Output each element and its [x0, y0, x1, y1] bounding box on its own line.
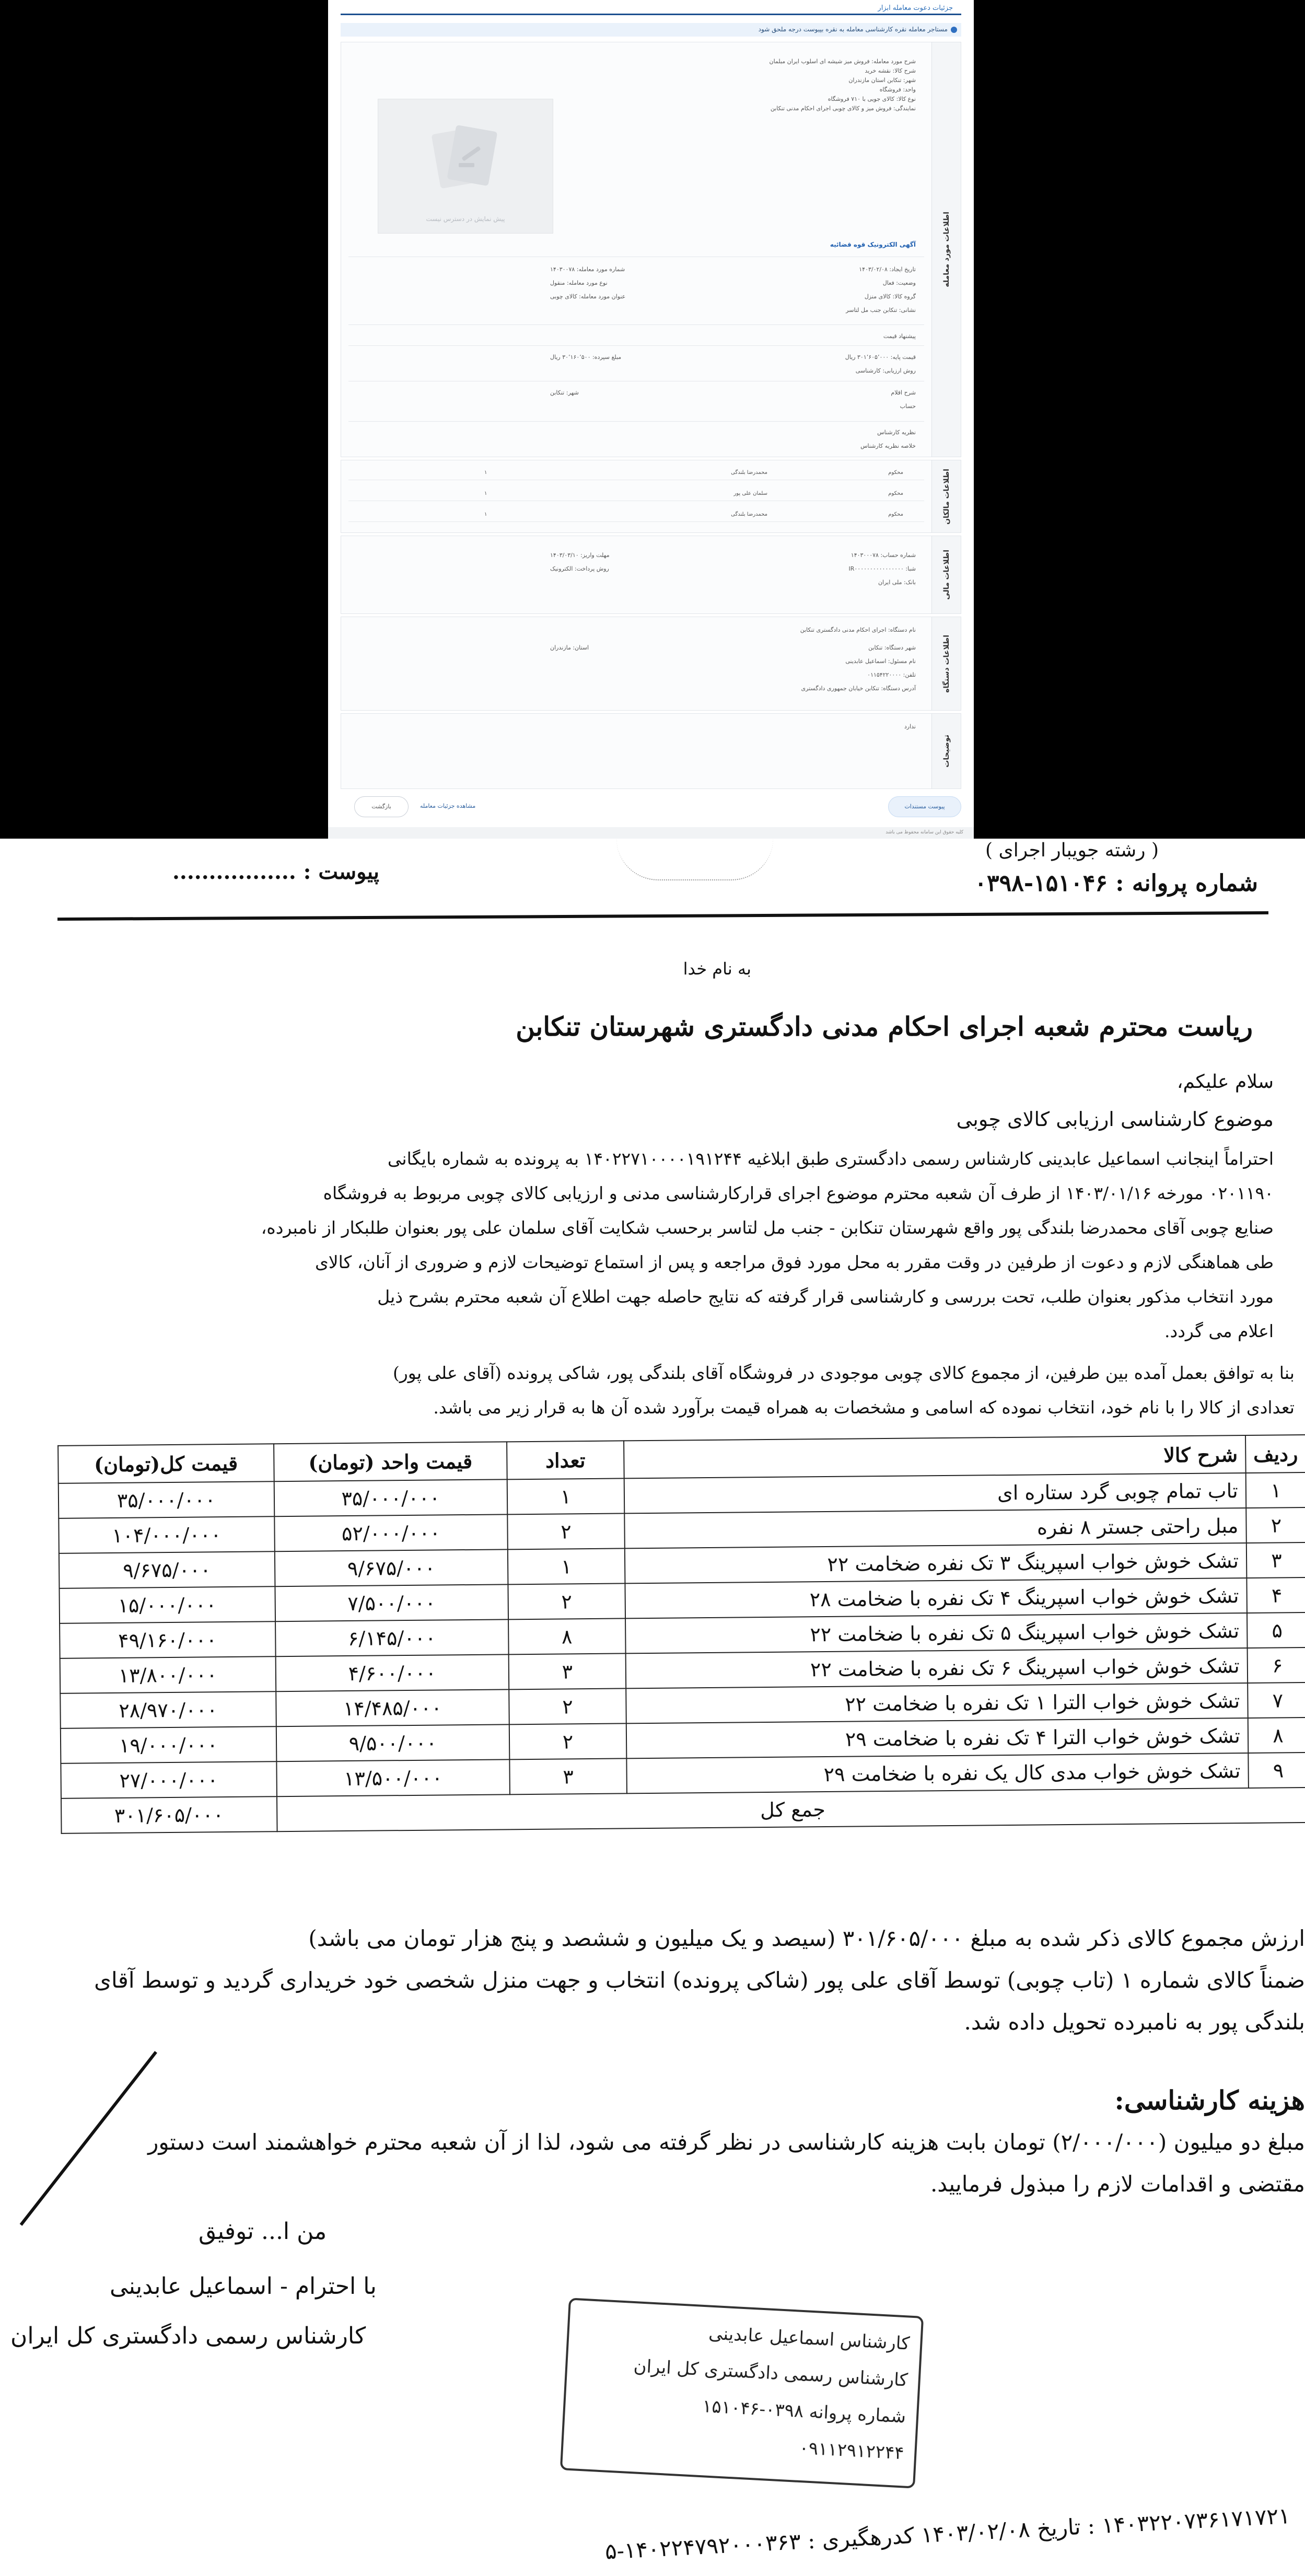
- device-line: آدرس دستگاه: تنکابن خیابان جمهوری دادگستری: [801, 685, 916, 692]
- section-tab-notes[interactable]: توضیحات: [931, 714, 961, 788]
- screenshot-area: [0, 0, 1305, 839]
- detail-line: شهر: تنکابن: [550, 389, 579, 396]
- fin-line: بانک: ملی ایران: [878, 579, 916, 586]
- handwritten-signature: [20, 2051, 157, 2226]
- info-notice: [341, 23, 961, 37]
- agreement-line: تعدادی از کالا را با نام خود، انتخاب نموده که اسامی و مشخصات به همراه قیمت برآورد شده آن ها به قرار زیر می باشد.: [433, 1397, 1295, 1418]
- col-desc: شرح کالا: [624, 1435, 1246, 1478]
- attachment-button[interactable]: پیوست مستندات: [888, 796, 961, 817]
- fee-title: هزینه کارشناسی:: [1114, 2085, 1305, 2116]
- subject-line: موضوع کارشناسی ارزیابی کالای چوبی: [956, 1108, 1274, 1131]
- device-line: شهر دستگاه: تنکابن: [868, 644, 916, 651]
- fee-line: مبلغ دو میلیون (۲/۰۰۰/۰۰۰) تومان بابت هزینه کارشناسی در نظر گرفته می شود، لذا از آن شعبه محترم خواهشمند است دستور: [148, 2129, 1305, 2155]
- table-row: ۶ تشک خوش خواب اسپرینگ ۶ تک نفره با ضخامت ۲۲ ۳ ۴/۶۰۰/۰۰۰ ۱۳/۸۰۰/۰۰۰: [60, 1647, 1305, 1693]
- intro-line: احتراماً اینجانب اسماعیل عابدینی کارشناس رسمی دادگستری طبق ابلاغیه ۱۴۰۲۲۷۱۰۰۰۰۱۹۱۲۴۴ به پرونده به شماره بایگانی: [387, 1148, 1274, 1169]
- signature-title: کارشناس رسمی دادگستری کل ایران: [10, 2323, 366, 2349]
- section-notes: [341, 713, 961, 789]
- section-tab-deal-info[interactable]: اطلاعات مورد معامله: [931, 42, 961, 457]
- greeting: سلام علیکم،: [1176, 1071, 1274, 1093]
- info-icon: [951, 27, 957, 33]
- info-line: شرح کالا: نقشه خرید: [865, 67, 916, 74]
- notice-text: مستاجر معامله نقره کارشناسی معامله به نقره بپیوست درجه ملحق شود: [758, 26, 948, 33]
- license-number: شماره پروانه : ۱۵۱۰۴۶-۰۳۹۸: [974, 870, 1258, 897]
- official-stamp: کارشناس اسماعیل عابدینی کارشناس رسمی دادگستری کل ایران شماره پروانه ۰۳۹۸-۱۵۱۰۴۶ ۰۹۱۱۲۹۱۲۲۴۴: [560, 2297, 924, 2488]
- table-row: ۱ تاب تمام چوبی گرد ستاره ای ۱ ۳۵/۰۰۰/۰۰۰ ۳۵/۰۰۰/۰۰۰: [59, 1472, 1305, 1518]
- table-row: محکوم محمدرضا بلندگی ۱: [348, 506, 924, 522]
- device-line: نام مسئول: اسماعیل عابدینی: [845, 658, 916, 665]
- signature-name: با احترام - اسماعیل عابدینی: [110, 2273, 377, 2300]
- table-row: ۲ مبل راحتی جستر ۸ نفره ۲ ۵۲/۰۰۰/۰۰۰ ۱۰۴/۰۰۰/۰۰۰: [59, 1507, 1305, 1553]
- intro-line: اعلام می گردد.: [1164, 1321, 1274, 1341]
- addressee: ریاست محترم شعبه اجرای احکام مدنی دادگستری شهرستان تنکابن: [516, 1011, 1253, 1042]
- device-line: استان: مازندران: [550, 644, 589, 651]
- col-row: ردیف: [1245, 1435, 1305, 1473]
- sum-value: ۳۰۱/۶۰۵/۰۰۰: [61, 1796, 277, 1834]
- section-tab-owners[interactable]: اطلاعات مالکان: [931, 460, 961, 532]
- seal-mark: [616, 839, 773, 880]
- back-button[interactable]: بازگشت: [354, 796, 409, 817]
- doc-link[interactable]: آگهی الکترونیک قوه قضائیه: [830, 241, 916, 248]
- section-financial: [341, 536, 961, 614]
- fin-line: روش پرداخت: الکترونیک: [550, 565, 609, 572]
- col-total: قیمت کل(تومان): [58, 1444, 274, 1483]
- header-line: ( رشته جویبار اجرای ): [985, 840, 1159, 861]
- section-deal-info: [341, 42, 961, 457]
- footer: کلیه حقوق این سامانه محفوظ می باشد: [328, 827, 974, 839]
- signature-tawfiq: من ا... توفیق: [199, 2218, 327, 2245]
- intro-line: صنایع چوبی آقای محمدرضا بلندگی پور واقع شهرستان تنکابن - جنب مل لتاسر برحسب شکایت آقای سلمان علی پور بعنوان طلبکار از نامبرده،: [261, 1217, 1274, 1238]
- title-divider: [341, 14, 961, 15]
- intro-line: مورد انتخاب مذکور بعنوان طلب، تحت بررسی و کارشناسی قرار گرفته که نتایج حاصله جهت اطلاع آن شعبه محترم بشرح ذیل: [377, 1286, 1274, 1307]
- info-line: نوع کالا: کالای جویی با ۷۱۰ فروشگاه: [828, 96, 916, 102]
- detail-line: پیشنهاد قیمت: [883, 333, 916, 340]
- detail-line: مبلغ سپرده: ۳۰٬۱۶۰٬۵۰۰ ریال: [550, 354, 622, 361]
- table-row: ۷ تشک خوش خواب الترا ۱ تک نفره با ضخامت ۲۲ ۲ ۱۴/۴۸۵/۰۰۰ ۲۸/۹۷۰/۰۰۰: [60, 1682, 1305, 1728]
- tracking-line: ۱۴۰۳۲۲۰۷۳۶۱۷۱۷۲۱ : تاریخ ۱۴۰۳/۰۲/۰۸ کدرهگیری : ۱۴۰۲۲۴۷۹۲۰۰۰۳۶۳-۵: [604, 2503, 1291, 2565]
- value-line: ضمناً کالای شماره ۱ (تاب چوبی) توسط آقای علی پور (شاکی پرونده) انتخاب و جهت منزل شخصی خود خریداری گردید و توسط آقای: [94, 1967, 1305, 1993]
- section-owners: [341, 460, 961, 533]
- table-row: ۸ تشک خوش خواب الترا ۴ تک نفره با ضخامت ۲۹ ۲ ۹/۵۰۰/۰۰۰ ۱۹/۰۰۰/۰۰۰: [61, 1718, 1305, 1763]
- detail-line: شماره مورد معامله: ۱۴۰۳۰۰۷۸: [550, 266, 625, 273]
- detail-line: گروه کالا: کالای منزل: [864, 293, 916, 300]
- image-caption: پیش نمایش در دسترس نیست: [426, 215, 505, 223]
- detail-line: وضعیت: فعال: [882, 280, 916, 286]
- detail-line: حساب: [900, 403, 916, 410]
- image-preview: [378, 99, 553, 234]
- detail-line: روش ارزیابی: کارشناسی: [855, 367, 916, 374]
- table-row: ۴ تشک خوش خواب اسپرینگ ۴ تک نفره با ضخامت ۲۸ ۲ ۷/۵۰۰/۰۰۰ ۱۵/۰۰۰/۰۰۰: [59, 1577, 1305, 1623]
- intro-line: ۰۲۰۱۱۹۰ مورخه ۱۴۰۳/۰۱/۱۶ از طرف آن شعبه محترم موضوع اجرای قرارکارشناسی مدنی و ارزیابی کالای چوبی مربوط به فروشگاه: [323, 1183, 1274, 1203]
- detail-line: نشانی: تنکابن جنب مل لتاسر: [846, 307, 916, 314]
- page-title: جزئیات دعوت معامله ابزار: [878, 4, 953, 12]
- detail-line: نوع مورد معامله: منقول: [550, 280, 608, 286]
- section-tab-device[interactable]: اطلاعات دستگاه: [931, 617, 961, 710]
- bismillah: به نام خدا: [683, 959, 751, 979]
- detail-line: قیمت پایه: ۳۰۱٬۶۰۵٬۰۰۰ ریال: [845, 354, 916, 361]
- device-line: نام دستگاه: اجرای احکام مدنی دادگستری تنکابن: [800, 626, 916, 633]
- header-divider: [57, 911, 1268, 921]
- items-table: [57, 1434, 1305, 1834]
- view-details-link[interactable]: مشاهده جزئیات معامله: [420, 803, 476, 809]
- table-row: محکوم سلمان علی پور ۱: [348, 485, 924, 501]
- col-unit: قیمت واحد (تومان): [274, 1442, 507, 1481]
- detail-line: عنوان مورد معامله: کالای چوبی: [550, 293, 626, 300]
- info-line: شهر: تنکابن استان مازندران: [848, 77, 916, 84]
- section-tab-financial[interactable]: اطلاعات مالی: [931, 536, 961, 613]
- deal-details-panel: [328, 0, 974, 839]
- detail-line: تاریخ ایجاد: ۱۴۰۳/۰۲/۰۸: [859, 266, 916, 273]
- detail-line: شرح اقلام: [891, 389, 916, 396]
- info-line: شرح مورد معامله: فروش میز شیشه ای اسلوب ایران مبلمان: [769, 58, 916, 65]
- detail-line: نظریه کارشناس: [877, 429, 916, 436]
- value-line: بلندگی پور به نامبرده تحویل داده شد.: [964, 2009, 1305, 2035]
- col-qty: تعداد: [507, 1441, 624, 1479]
- device-line: تلفن: ۰۱۱۵۴۲۲۰۰۰۰: [867, 671, 916, 678]
- fin-line: مهلت واریز: ۱۴۰۳/۰۳/۱۰: [550, 552, 610, 559]
- section-device: [341, 617, 961, 711]
- detail-line: خلاصه نظریه کارشناس: [860, 443, 916, 449]
- attachment-label: پیوست : .................: [172, 860, 380, 884]
- table-row: ۹ تشک خوش خواب مدی کال یک نفره با ضخامت ۲۹ ۳ ۱۳/۵۰۰/۰۰۰ ۲۷/۰۰۰/۰۰۰: [61, 1753, 1305, 1798]
- info-line: نمایندگی: فروش میز و کالای چوبی اجرای احکام مدنی تنکابن: [770, 105, 916, 112]
- scanned-letter: [0, 839, 1305, 2576]
- fee-line: مقتضی و اقدامات لازم را مبذول فرمایید.: [930, 2171, 1305, 2197]
- agreement-line: بنا به توافق بعمل آمده بین طرفین، از مجموع کالای چوبی موجودی در فروشگاه آقای بلندگی پور، شاکی پرونده (آقای علی پور): [392, 1363, 1295, 1383]
- fin-line: شماره حساب: ۱۴۰۳۰۰۰۷۸: [850, 552, 916, 559]
- intro-line: طی هماهنگی لازم و دعوت از طرفین در وقت مقرر به محل مورد فوق مراجعه و پس از استماع توضیحات لازم و ضروری از آنان، کالای: [314, 1252, 1274, 1272]
- info-line: واحد: فروشگاه: [879, 86, 916, 93]
- notes-text: ندارد: [904, 723, 916, 730]
- fin-line: شبا: IR۰۰۰۰۰۰۰۰۰۰۰۰۰۰۰۰: [848, 565, 916, 572]
- table-row: محکوم محمدرضا بلندگی ۱: [348, 465, 924, 480]
- table-row: ۵ تشک خوش خواب اسپرینگ ۵ تک نفره با ضخامت ۲۲ ۸ ۶/۱۴۵/۰۰۰ ۴۹/۱۶۰/۰۰۰: [60, 1612, 1305, 1658]
- value-line: ارزش مجموع کالای ذکر شده به مبلغ ۳۰۱/۶۰۵/۰۰۰ (سیصد و یک میلیون و ششصد و پنج هزار تومان می باشد): [308, 1925, 1305, 1951]
- sum-label: جمع کل: [277, 1788, 1305, 1831]
- image-placeholder-icon: [430, 120, 498, 199]
- table-row: ۳ تشک خوش خواب اسپرینگ ۳ تک نفره ضخامت ۲۲ ۱ ۹/۶۷۵/۰۰۰ ۹/۶۷۵/۰۰۰: [59, 1542, 1305, 1588]
